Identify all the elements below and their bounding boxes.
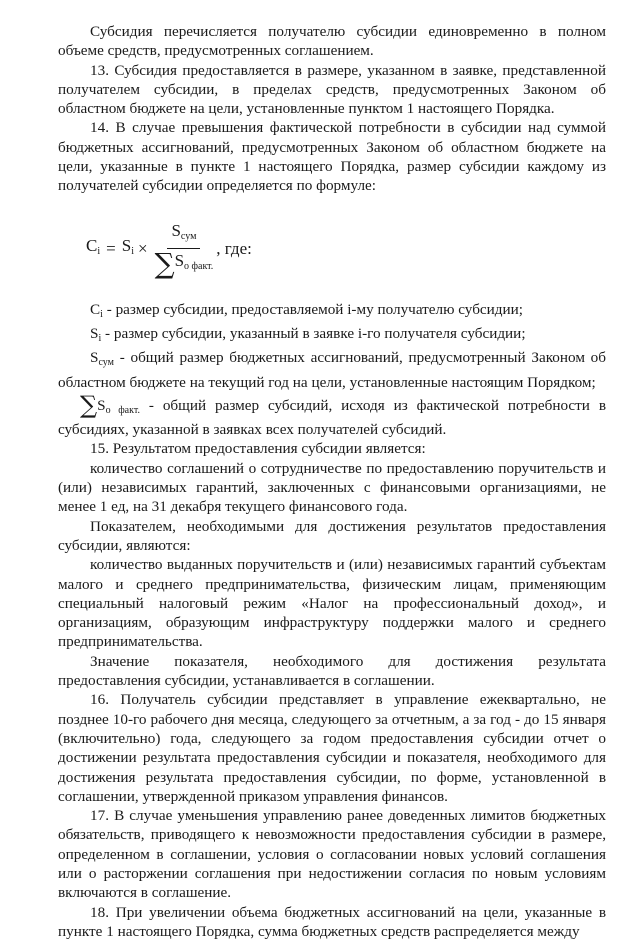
definition-sfact: $\sum S_{о факт.}$ - общий размер субсидий, исходя из фактической потребности в субсидиях, указанной в заявках всех получателей субсидий. [58, 390, 606, 439]
paragraph-17: 17. В случае уменьшения управлению ранее доведенных лимитов бюджетных обязательств, приводящего к невозможности предоставления субсидии в размере, определенном в соглашении, условия о согласовании новых условий соглашения или о расторжении соглашения при недостижении согласия по новым условиям включаются в соглашение. [58, 807, 606, 902]
sigma-symbol: ∑ [154, 246, 175, 280]
formula-lhs: $C_i$ [86, 236, 101, 258]
formula-numerator: $S_{сум}$ [167, 221, 200, 249]
paragraph-16: 16. Получатель субсидии представляет в управление ежеквартально, не позднее 10-го рабочего дня месяца, следующего за отчетным, а за год - до 15 января (включительно) года, следующего за годом предоставления субсидии отчет о достижении результата предоставления субсидии и показателя, необходимого для достижения результата предоставления субсидии, по форме, установленной в соглашении, утвержденной приказом управления финансов. [58, 691, 606, 805]
definition-ci: $C_i$ - размер субсидии, предоставляемой i-му получателю субсидии; [90, 300, 524, 320]
formula-fraction [154, 220, 214, 280]
definition-si: $S_i$ - размер субсидии, указанный в заявке i-го получателя субсидии; [90, 324, 526, 344]
paragraph-indicators-list: количество выданных поручительств и (или) независимых гарантий субъектам малого и среднего предпринимательства, физическим лицам, применяющим специальный налоговый режим «Налог на профессиональный доход», и организациям, образующим инфраструктуру поддержки малого и среднего предпринимательства. [58, 556, 606, 651]
formula-definitions [58, 300, 606, 440]
paragraph-15: 15. Результатом предоставления субсидии является: [90, 440, 426, 458]
subsidy-formula [86, 210, 606, 288]
formula-si: $S_i$ [121, 236, 134, 258]
paragraph-indicator-value: Значение показателя, необходимого для достижения результата предоставления субсидии, устанавливается в соглашении. [58, 652, 606, 690]
formula-denominator: ∑ $S_{о факт.}$ [154, 246, 214, 280]
paragraph-13: 13. Субсидия предоставляется в размере, указанном в заявке, представленной получателем субсидии, в пределах средств, предусмотренных Законом об областном бюджете на цели, установленные пунктом 1 настоящего Порядка. [58, 61, 606, 118]
formula-equals: = [106, 239, 116, 259]
paragraph-indicators: Показателем, необходимыми для достижения результатов предоставления субсидии, являются: [58, 517, 606, 554]
formula-times: × [137, 239, 148, 259]
sigma-symbol: ∑ [80, 390, 98, 419]
paragraph-18: 18. При увеличении объема бюджетных ассигнований на цели, указанные в пункте 1 настоящего Порядка, сумма бюджетных средств распределяется между [58, 903, 606, 940]
paragraph-subsidy-transfer: Субсидия перечисляется получателю субсидии единовременно в полном объеме средств, предусмотренных соглашением. [58, 23, 606, 60]
formula-tail: , где: [216, 239, 252, 259]
paragraph-15-result: количество соглашений о сотрудничестве по предоставлению поручительств и (или) независимых гарантий, заключенных с финансовыми организациями, не менее 1 ед, на 31 декабря текущего финансового года. [58, 459, 606, 516]
paragraph-14: 14. В случае превышения фактической потребности в субсидии над суммой бюджетных ассигнований, предусмотренных Законом об областном бюджете на цели, указанные в пункте 1 настоящего Порядка, размер субсидии каждому из получателей субсидии определяется по формуле: [58, 119, 606, 195]
definition-ssum: $S_{сум}$ - общий размер бюджетных ассигнований, предусмотренный Законом об областном бюджете на текущий год на цели, установленные настоящим Порядком; [58, 349, 606, 391]
